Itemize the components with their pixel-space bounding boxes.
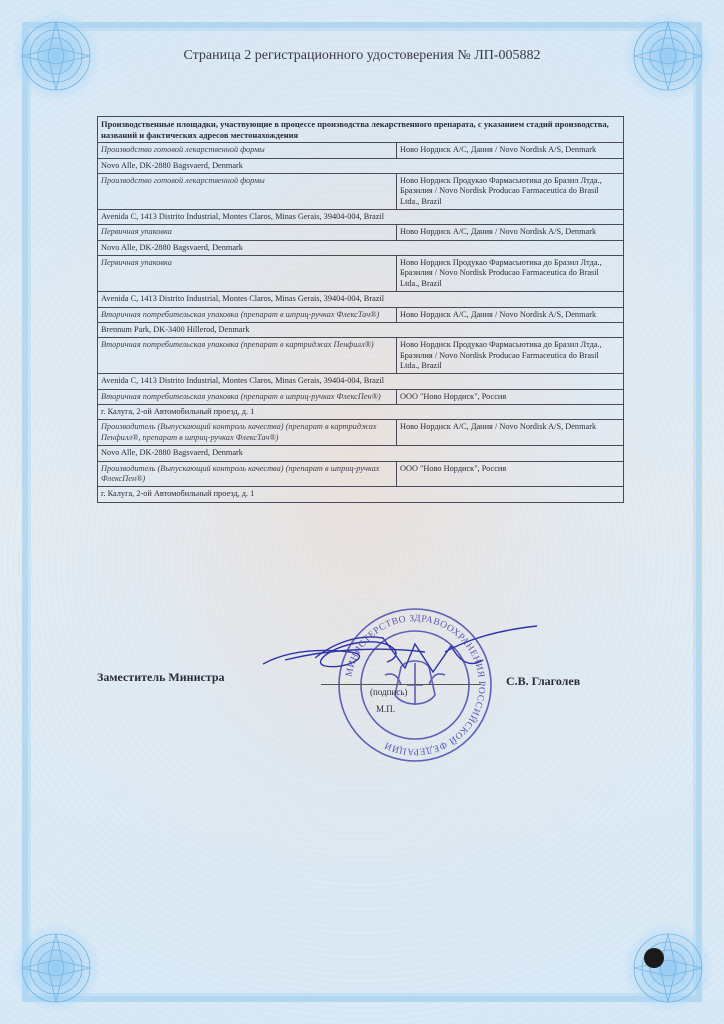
- production-stage: Вторичная потребительская упаковка (препарат в шприц-ручках ФлексТач®): [98, 307, 397, 322]
- manufacturer-name: Ново Нордиск Продукао Фармасьютика до Бразил Лтда., Бразилия / Novo Nordisk Producao Farmaceutica do Brasil Ltda., Brazil: [397, 256, 624, 292]
- signatory-position: Заместитель Министра: [97, 670, 225, 684]
- site-address: Avenida C, 1413 Distrito Industrial, Montes Claros, Minas Gerais, 39404-004, Brazil: [98, 374, 624, 389]
- table-row: [98, 405, 624, 420]
- table-heading-row: [98, 117, 624, 143]
- site-address: Novo Alle, DK-2880 Bagsvaerd, Denmark: [98, 240, 624, 255]
- signature-caption: (подпись): [370, 687, 408, 697]
- production-stage: Производитель (Выпускающий контроль качества) (препарат в шприц-ручках ФлексПен®): [98, 461, 397, 487]
- production-stage: Первичная упаковка: [98, 256, 397, 292]
- page-title: Страница 2 регистрационного удостоверения № ЛП-005882: [183, 48, 541, 63]
- table-row: [98, 487, 624, 502]
- table-row: [98, 225, 624, 240]
- manufacturer-name: ООО "Ново Нордиск", Россия: [397, 389, 624, 404]
- table-row: [98, 143, 624, 158]
- signatory-name: С.В. Глаголев: [506, 674, 581, 688]
- site-address: г. Калуга, 2-ой Автомобильный проезд, д. 1: [98, 405, 624, 420]
- table-row: [98, 210, 624, 225]
- seal-text: МИНИСТЕРСТВО ЗДРАВООХРАНЕНИЯ РОССИЙСКОЙ ФЕДЕРАЦИИ: [344, 613, 487, 757]
- table-row: [98, 173, 624, 209]
- site-address: Novo Alle, DK-2880 Bagsvaerd, Denmark: [98, 158, 624, 173]
- production-stage: Производитель (Выпускающий контроль качества) (препарат в картриджах Пенфилл®, препарат в шприц-ручках ФлексТач®): [98, 420, 397, 446]
- manufacturer-name: Ново Нордиск А/С, Дания / Novo Nordisk A/S, Denmark: [397, 143, 624, 158]
- corner-rosette-icon: [624, 924, 712, 1012]
- site-address: Avenida C, 1413 Distrito Industrial, Montes Claros, Minas Gerais, 39404-004, Brazil: [98, 292, 624, 307]
- table-row: [98, 307, 624, 322]
- table-heading: Производственные площадки, участвующие в процессе производства лекарственного препарата, с указанием стадий производства, названий и фактических адресов местонахождения: [98, 117, 624, 143]
- production-stage: Производство готовой лекарственной формы: [98, 143, 397, 158]
- manufacturer-name: Ново Нордиск Продукао Фармасьютика до Бразил Лтда., Бразилия / Novo Nordisk Producao Farmaceutica do Brasil Ltda., Brazil: [397, 338, 624, 374]
- table-row: [98, 446, 624, 461]
- site-address: Novo Alle, DK-2880 Bagsvaerd, Denmark: [98, 446, 624, 461]
- table-row: [98, 389, 624, 404]
- production-stage: Вторичная потребительская упаковка (препарат в шприц-ручках ФлексПен®): [98, 389, 397, 404]
- manufacturer-name: Ново Нордиск А/С, Дания / Novo Nordisk A/S, Denmark: [397, 307, 624, 322]
- table-row: [98, 322, 624, 337]
- production-sites-table: [97, 116, 624, 503]
- punch-hole: [644, 948, 664, 968]
- signature-line: [321, 684, 481, 685]
- table-row: [98, 240, 624, 255]
- manufacturer-name: Ново Нордиск А/С, Дания / Novo Nordisk A/S, Denmark: [397, 420, 624, 446]
- production-stage: Производство готовой лекарственной формы: [98, 173, 397, 209]
- manufacturer-name: ООО "Ново Нордиск", Россия: [397, 461, 624, 487]
- site-address: г. Калуга, 2-ой Автомобильный проезд, д. 1: [98, 487, 624, 502]
- table-row: [98, 338, 624, 374]
- table-row: [98, 420, 624, 446]
- table-row: [98, 158, 624, 173]
- manufacturer-name: Ново Нордиск Продукао Фармасьютика до Бразил Лтда., Бразилия / Novo Nordisk Producao Farmaceutica do Brasil Ltda., Brazil: [397, 173, 624, 209]
- site-address: Brennum Park, DK-3400 Hillerod, Denmark: [98, 322, 624, 337]
- table-row: [98, 461, 624, 487]
- seal-label: М.П.: [376, 704, 396, 714]
- production-stage: Первичная упаковка: [98, 225, 397, 240]
- production-stage: Вторичная потребительская упаковка (препарат в картриджах Пенфилл®): [98, 338, 397, 374]
- signature-block: [97, 668, 624, 758]
- table-row: [98, 256, 624, 292]
- table-row: [98, 292, 624, 307]
- site-address: Avenida C, 1413 Distrito Industrial, Montes Claros, Minas Gerais, 39404-004, Brazil: [98, 210, 624, 225]
- corner-rosette-icon: [12, 924, 100, 1012]
- manufacturer-name: Ново Нордиск А/С, Дания / Novo Nordisk A/S, Denmark: [397, 225, 624, 240]
- table-row: [98, 374, 624, 389]
